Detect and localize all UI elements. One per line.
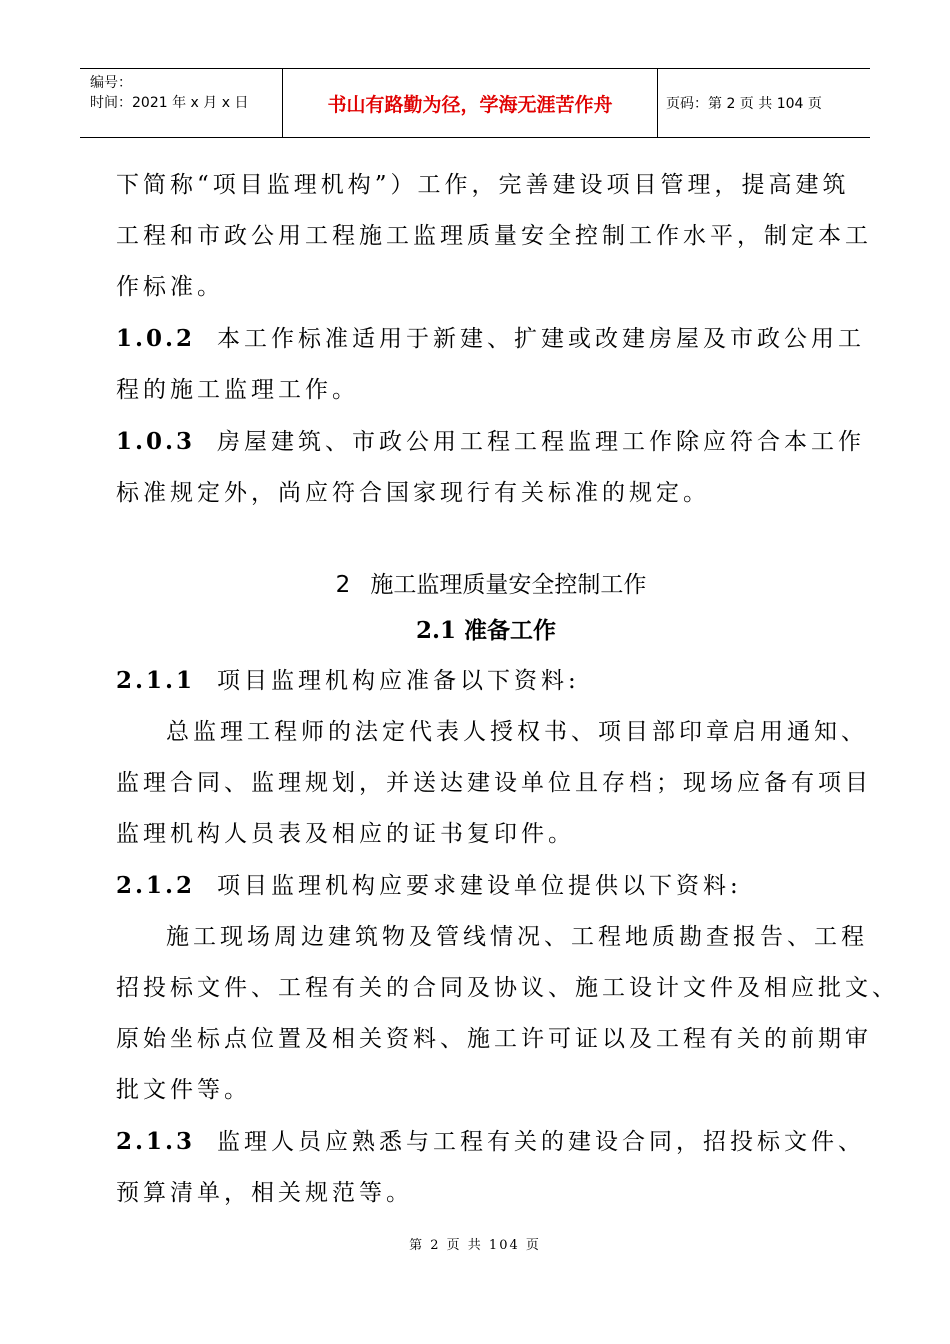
page-footer: 第 2 页 共 104 页 [409, 1238, 541, 1253]
spacer [116, 519, 856, 563]
clause-text: 项目监理机构应准备以下资料: [217, 668, 580, 694]
paragraph-line: 下简称“项目监理机构”）工作，完善建设项目管理，提高建筑 [116, 172, 850, 198]
section-heading: 2.1 准备工作 [415, 617, 557, 644]
document-body [116, 160, 899, 1219]
document-number-label: 编号： [90, 75, 132, 91]
paragraph-line: 监理合同、监理规划，并送达建设单位且存档；现场应备有项目 [116, 770, 872, 796]
clause-text: 项目监理机构应要求建设单位提供以下资料: [217, 873, 742, 899]
chapter-number: 2 [335, 572, 351, 598]
header-page-info: 页码：第 2 页 共 104 页 [666, 96, 822, 112]
page-header [80, 68, 870, 138]
document-time-label: 时间：2021 年 x 月 x 日 [90, 95, 249, 111]
clause-text: 房屋建筑、市政公用工程工程监理工作除应符合本工作 [217, 429, 866, 455]
clause-number: 1.0.2 [116, 325, 196, 352]
chapter-title: 施工监理质量安全控制工作 [370, 572, 647, 598]
clause-1-0-3 [116, 416, 866, 468]
paragraph-line: 作标准。 [116, 274, 224, 300]
clause-number: 2.1.2 [116, 872, 196, 899]
paragraph-line: 预算清单，相关规范等。 [116, 1180, 413, 1206]
clause-2-1-2 [116, 860, 856, 912]
clause-text: 监理人员应熟悉与工程有关的建设合同，招投标文件、 [217, 1129, 866, 1155]
chapter-heading [116, 563, 856, 607]
clause-text: 本工作标准适用于新建、扩建或改建房屋及市政公用工 [217, 326, 866, 352]
paragraph-line: 监理机构人员表及相应的证书复印件。 [116, 821, 575, 847]
header-motto: 书山有路勤为径，学海无涯苦作舟 [282, 69, 658, 137]
paragraph-line: 标准规定外，尚应符合国家现行有关标准的规定。 [116, 480, 710, 506]
paragraph-line: 原始坐标点位置及相关资料、施工许可证以及工程有关的前期审 [116, 1026, 872, 1052]
paragraph-line: 招投标文件、工程有关的合同及协议、施工设计文件及相应批文、 [116, 975, 899, 1001]
paragraph-line: 总监理工程师的法定代表人授权书、项目部印章启用通知、 [166, 719, 868, 745]
paragraph-line: 批文件等。 [116, 1077, 251, 1103]
clause-number: 1.0.3 [116, 428, 196, 455]
clause-2-1-3 [116, 1116, 866, 1168]
header-meta [80, 69, 282, 137]
paragraph-line: 工程和市政公用工程施工监理质量安全控制工作水平，制定本工 [116, 223, 872, 249]
clause-2-1-1 [116, 655, 856, 707]
paragraph-line: 施工现场周边建筑物及管线情况、工程地质勘查报告、工程 [166, 924, 868, 950]
paragraph-line: 程的施工监理工作。 [116, 377, 359, 403]
clause-1-0-2 [116, 313, 866, 365]
clause-number: 2.1.1 [116, 667, 196, 694]
clause-number: 2.1.3 [116, 1128, 196, 1155]
